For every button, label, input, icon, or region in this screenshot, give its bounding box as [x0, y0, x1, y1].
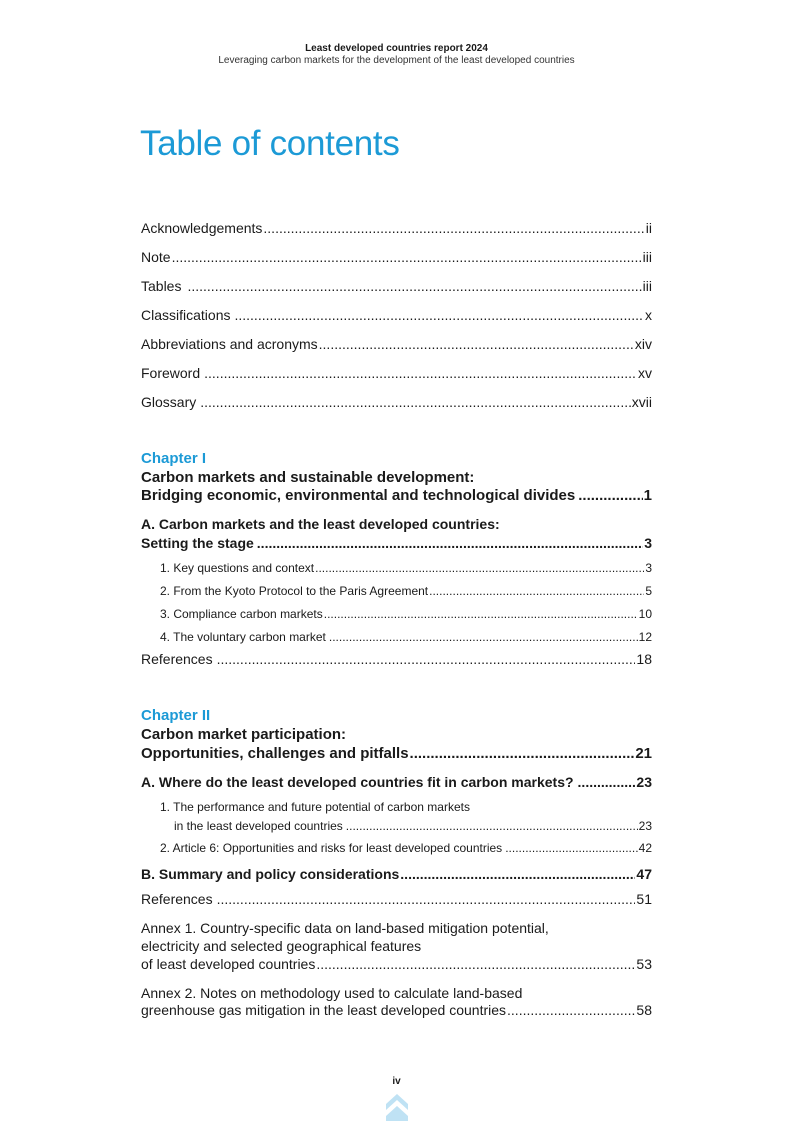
page-number: iv: [392, 1076, 401, 1087]
toc-entry-label: Abbreviations and acronyms: [141, 336, 318, 352]
toc-entry-chapter-1-item-4[interactable]: [160, 630, 652, 644]
toc-entry-page: 42: [638, 841, 652, 855]
chapter-1-title-line-1: Carbon markets and sustainable development:: [141, 469, 475, 486]
toc-entry-label: greenhouse gas mitigation in the least developed countries: [141, 1002, 507, 1018]
toc-entry-chapter-1-item-3[interactable]: [160, 607, 652, 621]
toc-entry-page: xiv: [634, 336, 652, 352]
report-title: Least developed countries report 2024: [305, 43, 488, 54]
toc-entry-acknowledgements[interactable]: [141, 220, 652, 236]
toc-entry-label: Acknowledgements: [141, 220, 263, 236]
toc-entry-label: Tables: [141, 278, 182, 294]
toc-entry-page: 1: [643, 487, 652, 504]
annex-2-line-1: Annex 2. Notes on methodology used to calculate land-based: [141, 985, 523, 1001]
toc-entry-label: 1. Key questions and context: [160, 561, 315, 575]
toc-entry-chapter-1-item-1[interactable]: [160, 561, 652, 575]
toc-entry-label: B. Summary and policy considerations: [141, 866, 400, 882]
toc-entry-label: Glossary: [141, 394, 197, 410]
toc-entry-chapter-2-section-a[interactable]: [141, 774, 652, 790]
toc-entry-label: References: [141, 651, 213, 667]
toc-entry-chapter-1-section-a[interactable]: [141, 535, 652, 551]
toc-entry-glossary[interactable]: [141, 394, 652, 410]
toc-entry-page: x: [645, 307, 652, 323]
toc-entry-page: 47: [636, 866, 652, 882]
toc-entry-page: iii: [642, 278, 652, 294]
toc-entry-chapter-1-item-2[interactable]: [160, 584, 652, 598]
toc-entry-classifications[interactable]: [141, 307, 652, 323]
toc-entry-page: xv: [638, 365, 652, 381]
toc-entry-page: 51: [636, 891, 652, 907]
toc-entry-annex-2[interactable]: [141, 1002, 652, 1018]
toc-entry-chapter-1[interactable]: [141, 487, 652, 504]
toc-entry-page: 58: [636, 1002, 652, 1018]
toc-entry-label: 4. The voluntary carbon market: [160, 630, 326, 644]
toc-entry-note[interactable]: [141, 249, 652, 265]
chapter-2-label: Chapter II: [141, 707, 211, 724]
toc-entry-label: References: [141, 891, 213, 907]
toc-entry-chapter-2-item-1[interactable]: [174, 819, 652, 833]
toc-entry-foreword[interactable]: [141, 365, 652, 381]
toc-entry-label: 3. Compliance carbon markets: [160, 607, 323, 621]
report-subtitle: Leveraging carbon markets for the development of the least developed countries: [218, 55, 575, 66]
toc-entry-chapter-2[interactable]: [141, 745, 652, 762]
toc-entry-page: 53: [636, 956, 652, 972]
page-title: Table of contents: [140, 124, 400, 163]
toc-entry-page: 23: [636, 774, 652, 790]
toc-entry-page: 18: [636, 651, 652, 667]
toc-entry-label: Note: [141, 249, 171, 265]
toc-entry-label: 2. From the Kyoto Protocol to the Paris Agreement: [160, 584, 429, 598]
chapter-1-section-a-line-1: A. Carbon markets and the least developed countries:: [141, 516, 500, 532]
chapter-1-label: Chapter I: [141, 450, 207, 467]
annex-1-line-2: electricity and selected geographical features: [141, 938, 422, 954]
toc-entry-page: ii: [645, 220, 652, 236]
toc-entry-label: Setting the stage: [141, 535, 254, 551]
toc-entry-chapter-1-references[interactable]: [141, 651, 652, 667]
chapter-2-item-1-line-1: 1. The performance and future potential of carbon markets: [160, 800, 470, 814]
toc-entry-chapter-2-section-b[interactable]: [141, 866, 652, 882]
toc-entry-annex-1[interactable]: [141, 956, 652, 972]
toc-entry-abbreviations[interactable]: [141, 336, 652, 352]
toc-entry-page: 3: [644, 535, 652, 551]
running-header: [0, 43, 793, 67]
toc-entry-page: 21: [635, 745, 652, 762]
toc-entry-page: xvii: [631, 394, 652, 410]
toc-entry-page: iii: [642, 249, 652, 265]
chapter-2-title-line-1: Carbon market participation:: [141, 726, 347, 743]
toc-entry-chapter-2-item-2[interactable]: [160, 841, 652, 855]
toc-entry-tables[interactable]: [141, 278, 652, 294]
toc-entry-label: in the least developed countries: [174, 819, 343, 833]
toc-entry-label: Opportunities, challenges and pitfalls: [141, 745, 409, 762]
toc-entry-label: Classifications: [141, 307, 231, 323]
toc-entry-page: 10: [638, 607, 652, 621]
toc-entry-page: 5: [645, 584, 652, 598]
toc-entry-label: Foreword: [141, 365, 201, 381]
toc-entry-page: 12: [638, 630, 652, 644]
chevron-up-icon[interactable]: [384, 1090, 410, 1121]
annex-1-line-1: Annex 1. Country-specific data on land-based mitigation potential,: [141, 920, 549, 936]
toc-entry-chapter-2-references[interactable]: [141, 891, 652, 907]
toc-entry-page: 23: [638, 819, 652, 833]
toc-entry-label: A. Where do the least developed countries fit in carbon markets?: [141, 774, 574, 790]
toc-entry-label: of least developed countries: [141, 956, 316, 972]
toc-entry-page: 3: [645, 561, 652, 575]
toc-entry-label: Bridging economic, environmental and technological divides: [141, 487, 576, 504]
toc-entry-label: 2. Article 6: Opportunities and risks for least developed countries: [160, 841, 503, 855]
